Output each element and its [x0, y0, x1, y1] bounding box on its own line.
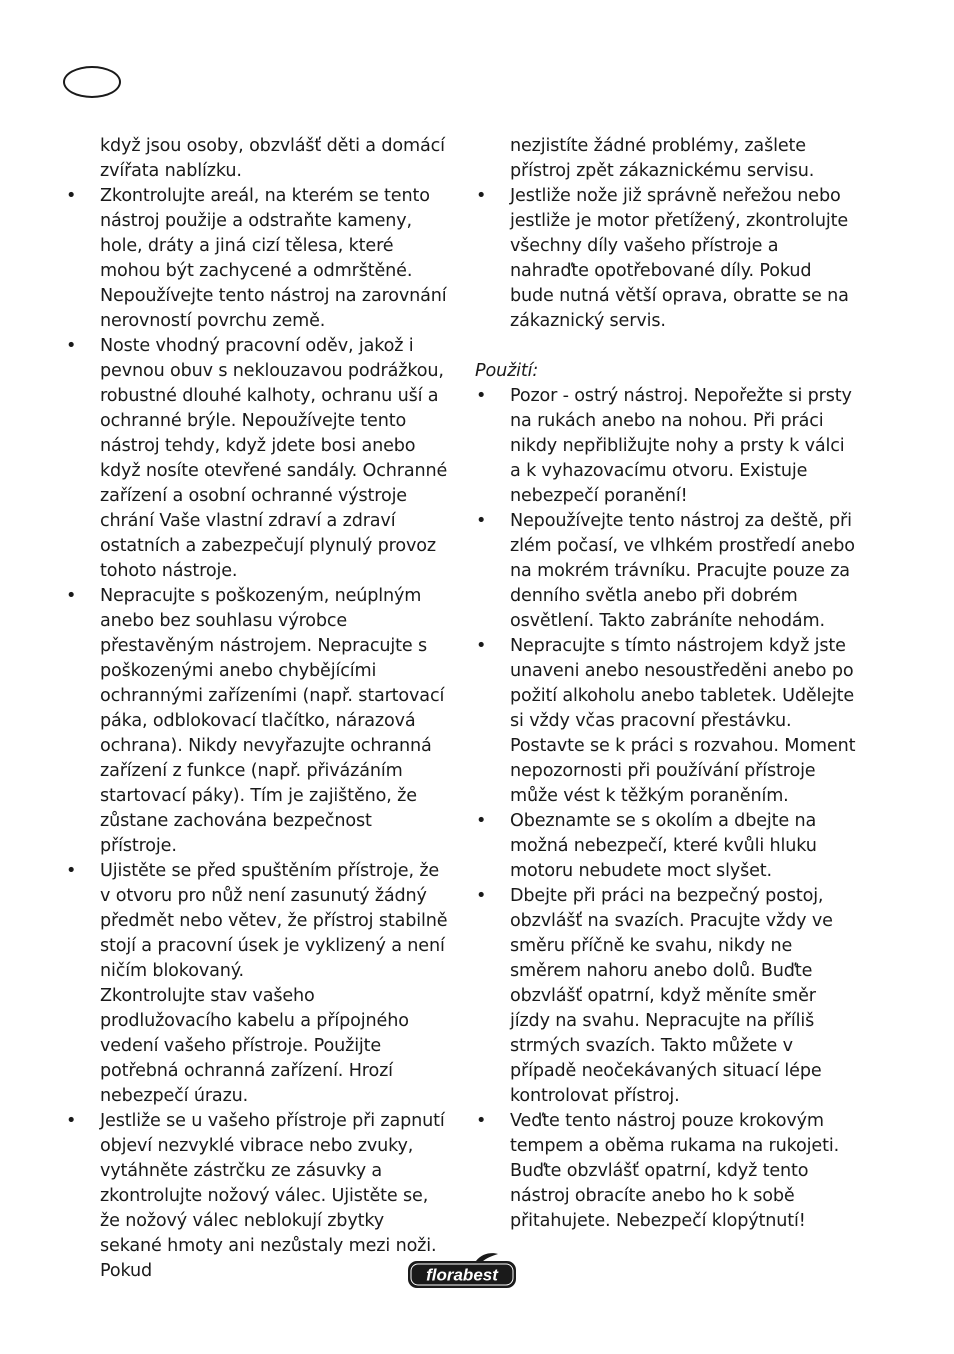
left-column: [63, 134, 449, 1284]
bullet-icon: •: [476, 186, 487, 206]
section-title: Použití:: [475, 361, 539, 381]
list-item: [63, 584, 449, 859]
list-item-text: Zkontrolujte areál, na kterém se tento nástroj použije a odstraňte kameny, hole, dráty a jiná cizí tělesa, které mohou být zachycené a odmrštěné. Nepoužívejte tento nástroj na zarovnání nerovností povrchu země.: [100, 186, 447, 331]
bullet-icon: •: [476, 886, 487, 906]
list-item-text: Veďte tento nástroj pouze krokovým tempem a oběma rukama na rukojeti. Buďte obzvlášť opatrní, když tento nástroj obracíte anebo ho k sobě přitahujete. Nebezpečí klopýtnutí!: [510, 1111, 840, 1231]
list-item: [473, 809, 859, 884]
list-item-text: Pozor - ostrý nástroj. Nepořežte si prsty na rukách anebo na nohou. Při práci nikdy nepřibližujte nohy a prsty k válci a k vyhazovacímu otvoru. Existuje nebezpečí poranění!: [510, 386, 852, 506]
bullet-icon: •: [476, 511, 487, 531]
list-item-text: Jestliže nože již správně neřežou nebo jestliže je motor přetížený, zkontrolujte všechny díly vašeho přístroje a nahraďte opotřebované díly. Pokud bude nutná větší oprava, obratte se na zákaznický servis.: [510, 186, 849, 331]
list-item: [473, 884, 859, 1109]
bullet-icon: •: [476, 811, 487, 831]
bullet-icon: •: [66, 336, 77, 356]
list-item-text: Jestliže se u vašeho přístroje při zapnutí objeví nezvyklé vibrace nebo zvuky, vytáhněte zástrčku ze zásuvky a zkontrolujte nožový válec. Ujistěte se, že nožový válec neblokují zbytky sekané hmoty ani nezůstaly mezi noži. Pokud: [100, 1111, 445, 1281]
right-bullet-list: [473, 384, 859, 1234]
list-item: [473, 509, 859, 634]
bullet-icon: •: [66, 861, 77, 881]
list-item: [473, 384, 859, 509]
continuation-text: nezjistíte žádné problémy, zašlete přístroj zpět zákaznickému servisu.: [510, 136, 815, 181]
bullet-icon: •: [476, 386, 487, 406]
list-item: [63, 1109, 449, 1284]
list-item: [63, 334, 449, 584]
list-item-text: Ujistěte se před spuštěním přístroje, že v otvoru pro nůž není zasunutý žádný předmět nebo větev, že přístroj stabilně stojí a pracovní úsek je vyklizený a není ničím blokovaný.: [100, 861, 448, 981]
language-badge: [63, 66, 121, 98]
logo-leaf-icon: [476, 1253, 498, 1262]
continuation-text: když jsou osoby, obzvlášť děti a domácí zvířata nablízku.: [100, 136, 445, 181]
bullet-icon: •: [66, 1111, 77, 1131]
bullet-icon: •: [476, 1111, 487, 1131]
list-item: [63, 184, 449, 334]
left-bullet-list: [63, 184, 449, 1284]
bullet-icon: •: [66, 586, 77, 606]
bullet-icon: •: [66, 186, 77, 206]
logo-text: florabest: [426, 1265, 498, 1285]
list-item: [63, 859, 449, 1109]
list-item-text: Nepracujte s poškozeným, neúplným anebo bez souhlasu výrobce přestavěným nástrojem. Nepracujte s poškozenými anebo chybějícími ochrannými zařízeními (např. startovací páka, odblokovací tlačítko, nárazová ochrana). Nikdy nevyřazujte ochranná zařízení z funkce (např. přivázáním startovací páky). Tím je zajištěno, že zůstane zachována bezpečnost přístroje.: [100, 586, 445, 856]
list-item: [473, 184, 859, 334]
bullet-icon: •: [476, 636, 487, 656]
list-item-text: Noste vhodný pracovní oděv, jakož i pevnou obuv s neklouzavou podrážkou, robustné dlouhé kalhoty, ochranu uší a ochranné brýle. Nepoužívejte tento nástroj tehdy, když jdete bosi anebo když nosíte otevřené sandály. Ochranné zařízení a osobní ochranné výstroje chrání Vaše vlastní zdraví a zdraví ostatních a zabezpečují plynulý provoz tohoto nástroje.: [100, 336, 448, 581]
list-item-text: Obeznamte se s okolím a dbejte na možná nebezpečí, které kvůli hluku motoru nebudete moct slyšet.: [510, 811, 817, 881]
list-item-text: Nepoužívejte tento nástroj za deště, při zlém počasí, ve vlhkém prostředí anebo na mokrém trávníku. Pracujte pouze za denního světla anebo při dobrém osvětlení. Takto zabráníte nehodám.: [510, 511, 855, 631]
list-item-text: Nepracujte s tímto nástrojem když jste unaveni anebo nesoustředěni anebo po požití alkoholu anebo tabletek. Udělejte si vždy včas pracovní přestávku. Postavte se k práci s rozvahou. Moment nepozornosti při používání přístroje může vést k těžkým poraněním.: [510, 636, 856, 806]
florabest-logo: [406, 1252, 518, 1290]
right-top-bullet-list: [473, 184, 859, 334]
right-column: [473, 134, 859, 1234]
list-item-text: Dbejte při práci na bezpečný postoj, obzvlášť na svazích. Pracujte vždy ve směru příčně ke svahu, nikdy ne směrem nahoru anebo dolů. Buďte obzvlášť opatrní, když měníte směr jízdy na svahu. Nepracujte na příliš strmých svazích. Takto můžete v případě neočekávaných situací lépe kontrolovat přístroj.: [510, 886, 833, 1106]
list-item: [473, 634, 859, 809]
list-item: [473, 1109, 859, 1234]
list-item-text: Zkontrolujte stav vašeho prodlužovacího kabelu a přípojného vedení vašeho přístroje. Použijte potřebná ochranná zařízení. Hrozí nebezpečí úrazu.: [100, 986, 409, 1106]
